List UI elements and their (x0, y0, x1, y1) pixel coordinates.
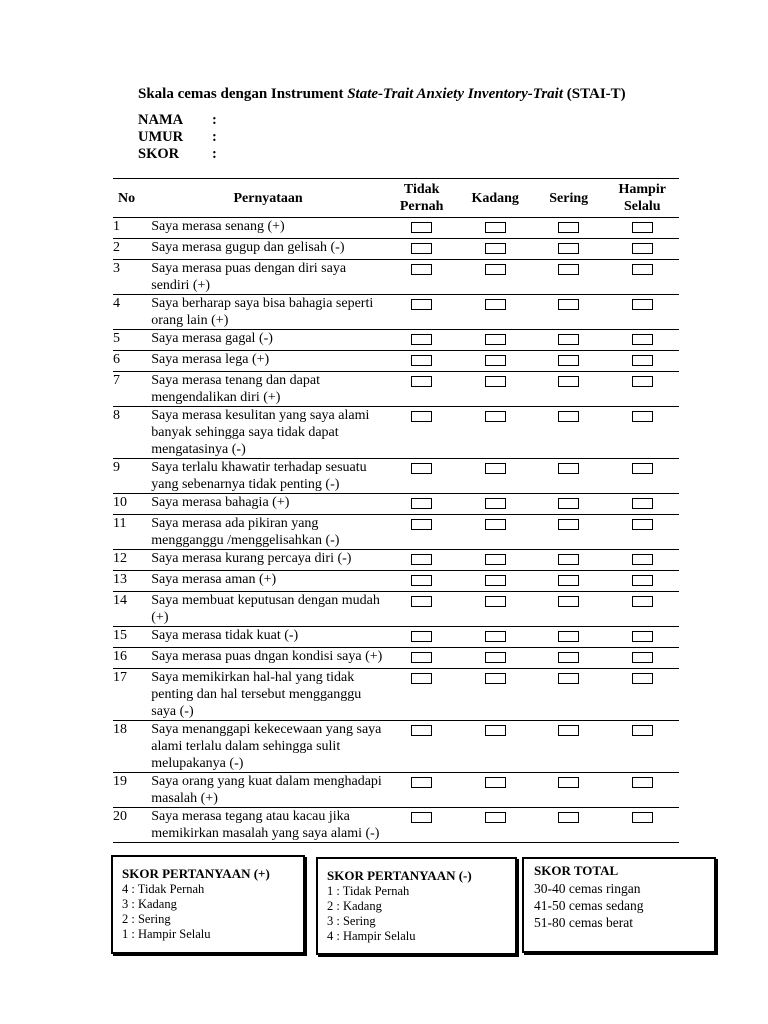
option-cell-never (385, 407, 459, 459)
checkbox-almost-always[interactable] (632, 631, 653, 642)
checkbox-never[interactable] (411, 652, 432, 663)
checkbox-often[interactable] (558, 498, 579, 509)
checkbox-never[interactable] (411, 355, 432, 366)
option-cell-almost-always (605, 592, 679, 627)
row-number: 3 (113, 261, 120, 276)
info-row-age (138, 129, 217, 146)
row-number: 2 (113, 240, 120, 255)
row-number: 13 (113, 572, 127, 587)
legend-positive-heading: SKOR PERTANYAAN (+) (122, 866, 270, 881)
questionnaire-table (113, 178, 679, 843)
checkbox-almost-always[interactable] (632, 355, 653, 366)
checkbox-almost-always[interactable] (632, 673, 653, 684)
option-cell-often (532, 494, 606, 515)
row-statement: Saya merasa lega (+) (151, 352, 270, 367)
checkbox-almost-always[interactable] (632, 376, 653, 387)
option-cell-sometimes (458, 592, 532, 627)
option-cell-never (385, 627, 459, 648)
option-cell-often (532, 260, 606, 295)
checkbox-sometimes[interactable] (485, 334, 506, 345)
checkbox-never[interactable] (411, 463, 432, 474)
option-cell-almost-always (605, 627, 679, 648)
table-row (113, 571, 679, 592)
checkbox-never[interactable] (411, 777, 432, 788)
legend-positive-item: 4 : Tidak Pernah (122, 882, 205, 896)
row-statement: Saya memikirkan hal-hal yang tidak penting dan hal tersebut mengganggu saya (-) (151, 670, 362, 719)
header-statement: Pernyataan (151, 179, 385, 218)
checkbox-sometimes[interactable] (485, 777, 506, 788)
option-cell-often (532, 808, 606, 843)
checkbox-often[interactable] (558, 411, 579, 422)
legend-total-heading: SKOR TOTAL (534, 863, 619, 878)
checkbox-almost-always[interactable] (632, 596, 653, 607)
option-cell-almost-always (605, 550, 679, 571)
checkbox-almost-always[interactable] (632, 652, 653, 663)
checkbox-often[interactable] (558, 812, 579, 823)
checkbox-often[interactable] (558, 631, 579, 642)
row-statement: Saya merasa tenang dan dapat mengendalikan diri (+) (151, 373, 320, 405)
checkbox-often[interactable] (558, 334, 579, 345)
row-statement: Saya berharap saya bisa bahagia seperti orang lain (+) (151, 296, 374, 328)
checkbox-often[interactable] (558, 376, 579, 387)
option-cell-never (385, 648, 459, 669)
option-cell-often (532, 571, 606, 592)
checkbox-never[interactable] (411, 725, 432, 736)
option-cell-sometimes (458, 330, 532, 351)
option-cell-never (385, 592, 459, 627)
option-cell-often (532, 550, 606, 571)
table-row (113, 550, 679, 571)
option-cell-almost-always (605, 515, 679, 550)
option-cell-almost-always (605, 459, 679, 494)
table-row (113, 239, 679, 260)
row-statement: Saya merasa aman (+) (151, 572, 277, 587)
option-cell-never (385, 295, 459, 330)
option-cell-never (385, 669, 459, 721)
row-number: 9 (113, 460, 120, 475)
option-cell-almost-always (605, 295, 679, 330)
legend-negative-heading: SKOR PERTANYAAN (-) (327, 868, 472, 883)
table-row (113, 295, 679, 330)
option-cell-never (385, 330, 459, 351)
option-cell-sometimes (458, 239, 532, 260)
checkbox-almost-always[interactable] (632, 575, 653, 586)
legend-positive-item: 1 : Hampir Selalu (122, 927, 211, 941)
option-cell-almost-always (605, 260, 679, 295)
option-cell-sometimes (458, 515, 532, 550)
legend-total (522, 857, 716, 953)
option-cell-almost-always (605, 669, 679, 721)
option-cell-often (532, 721, 606, 773)
row-number: 4 (113, 296, 120, 311)
checkbox-almost-always[interactable] (632, 498, 653, 509)
option-cell-often (532, 351, 606, 372)
checkbox-sometimes[interactable] (485, 631, 506, 642)
score-label: SKOR (138, 146, 180, 162)
row-statement: Saya merasa tegang atau kacau jika memikirkan masalah yang saya alami (-) (151, 809, 380, 841)
table-row (113, 372, 679, 407)
info-row-score (138, 146, 217, 163)
header-sometimes: Kadang (458, 179, 532, 218)
checkbox-never[interactable] (411, 264, 432, 275)
option-cell-almost-always (605, 721, 679, 773)
option-cell-never (385, 773, 459, 808)
header-no: No (113, 179, 151, 218)
legend-total-item: 30-40 cemas ringan (534, 881, 641, 896)
checkbox-never[interactable] (411, 376, 432, 387)
checkbox-sometimes[interactable] (485, 725, 506, 736)
row-statement: Saya menanggapi kekecewaan yang saya alami terlalu dalam sehingga sulit melupakanya (-) (151, 722, 382, 771)
option-cell-often (532, 295, 606, 330)
option-cell-often (532, 669, 606, 721)
option-cell-never (385, 239, 459, 260)
checkbox-almost-always[interactable] (632, 463, 653, 474)
row-statement: Saya merasa kurang percaya diri (-) (151, 551, 352, 566)
option-cell-often (532, 330, 606, 351)
option-cell-almost-always (605, 494, 679, 515)
legend-negative-item: 2 : Kadang (327, 899, 382, 913)
checkbox-sometimes[interactable] (485, 264, 506, 275)
checkbox-often[interactable] (558, 299, 579, 310)
option-cell-sometimes (458, 295, 532, 330)
option-cell-sometimes (458, 351, 532, 372)
row-number: 6 (113, 352, 120, 367)
option-cell-sometimes (458, 721, 532, 773)
legend-positive-item: 2 : Sering (122, 912, 171, 926)
checkbox-never[interactable] (411, 411, 432, 422)
respondent-info (138, 112, 217, 163)
table-row (113, 669, 679, 721)
row-statement: Saya merasa tidak kuat (-) (151, 628, 299, 643)
option-cell-sometimes (458, 407, 532, 459)
legend-total-item: 41-50 cemas sedang (534, 898, 644, 913)
option-cell-never (385, 808, 459, 843)
checkbox-sometimes[interactable] (485, 299, 506, 310)
option-cell-almost-always (605, 571, 679, 592)
option-cell-sometimes (458, 669, 532, 721)
table-row (113, 330, 679, 351)
title-prefix: Skala cemas dengan Instrument (138, 86, 348, 102)
option-cell-sometimes (458, 808, 532, 843)
checkbox-almost-always[interactable] (632, 411, 653, 422)
checkbox-sometimes[interactable] (485, 812, 506, 823)
checkbox-sometimes[interactable] (485, 222, 506, 233)
checkbox-often[interactable] (558, 652, 579, 663)
checkbox-never[interactable] (411, 575, 432, 586)
option-cell-sometimes (458, 773, 532, 808)
option-cell-almost-always (605, 239, 679, 260)
checkbox-sometimes[interactable] (485, 498, 506, 509)
row-statement: Saya merasa puas dngan kondisi saya (+) (151, 649, 383, 664)
checkbox-sometimes[interactable] (485, 519, 506, 530)
legend-positive-item: 3 : Kadang (122, 897, 177, 911)
table-row (113, 592, 679, 627)
row-number: 7 (113, 373, 120, 388)
table-row (113, 459, 679, 494)
option-cell-almost-always (605, 808, 679, 843)
option-cell-sometimes (458, 627, 532, 648)
checkbox-often[interactable] (558, 777, 579, 788)
checkbox-often[interactable] (558, 519, 579, 530)
checkbox-almost-always[interactable] (632, 264, 653, 275)
option-cell-almost-always (605, 407, 679, 459)
score-field[interactable]: : (212, 146, 217, 162)
row-number: 8 (113, 408, 120, 423)
age-field[interactable]: : (212, 129, 217, 145)
option-cell-often (532, 515, 606, 550)
option-cell-never (385, 351, 459, 372)
option-cell-never (385, 550, 459, 571)
legend-total-item: 51-80 cemas berat (534, 915, 633, 930)
checkbox-often[interactable] (558, 243, 579, 254)
checkbox-never[interactable] (411, 812, 432, 823)
table-row (113, 808, 679, 843)
row-number: 1 (113, 219, 120, 234)
checkbox-never[interactable] (411, 519, 432, 530)
row-statement: Saya merasa puas dengan diri saya sendiri (+) (151, 261, 347, 293)
checkbox-often[interactable] (558, 596, 579, 607)
row-number: 19 (113, 774, 127, 789)
option-cell-often (532, 372, 606, 407)
table-row (113, 773, 679, 808)
option-cell-often (532, 218, 606, 239)
table-row (113, 494, 679, 515)
table-row (113, 351, 679, 372)
legend-negative-item: 4 : Hampir Selalu (327, 929, 416, 943)
table-row (113, 648, 679, 669)
legend-negative (316, 857, 517, 955)
row-statement: Saya membuat keputusan dengan mudah (+) (151, 593, 380, 625)
option-cell-often (532, 239, 606, 260)
checkbox-almost-always[interactable] (632, 777, 653, 788)
checkbox-never[interactable] (411, 243, 432, 254)
header-never: Tidak Pernah (385, 179, 459, 218)
age-label: UMUR (138, 129, 184, 145)
checkbox-sometimes[interactable] (485, 673, 506, 684)
option-cell-never (385, 571, 459, 592)
row-number: 10 (113, 495, 127, 510)
header-almost-always: Hampir Selalu (605, 179, 679, 218)
option-cell-often (532, 459, 606, 494)
table-row (113, 515, 679, 550)
option-cell-never (385, 721, 459, 773)
checkbox-never[interactable] (411, 631, 432, 642)
row-statement: Saya merasa bahagia (+) (151, 495, 290, 510)
checkbox-sometimes[interactable] (485, 411, 506, 422)
checkbox-never[interactable] (411, 334, 432, 345)
form-title (138, 86, 626, 103)
row-number: 12 (113, 551, 127, 566)
row-number: 5 (113, 331, 120, 346)
row-number: 18 (113, 722, 127, 737)
checkbox-almost-always[interactable] (632, 519, 653, 530)
option-cell-almost-always (605, 648, 679, 669)
checkbox-almost-always[interactable] (632, 243, 653, 254)
table-row (113, 260, 679, 295)
option-cell-never (385, 372, 459, 407)
option-cell-almost-always (605, 218, 679, 239)
name-label: NAMA (138, 112, 184, 128)
checkbox-never[interactable] (411, 673, 432, 684)
name-field[interactable]: : (212, 112, 217, 128)
checkbox-almost-always[interactable] (632, 222, 653, 233)
row-statement: Saya merasa gugup dan gelisah (-) (151, 240, 345, 255)
checkbox-almost-always[interactable] (632, 334, 653, 345)
option-cell-never (385, 494, 459, 515)
checkbox-sometimes[interactable] (485, 243, 506, 254)
legend-negative-item: 3 : Sering (327, 914, 376, 928)
option-cell-sometimes (458, 459, 532, 494)
option-cell-almost-always (605, 351, 679, 372)
option-cell-almost-always (605, 330, 679, 351)
checkbox-almost-always[interactable] (632, 812, 653, 823)
option-cell-never (385, 515, 459, 550)
checkbox-often[interactable] (558, 575, 579, 586)
checkbox-often[interactable] (558, 264, 579, 275)
table-row (113, 407, 679, 459)
checkbox-almost-always[interactable] (632, 725, 653, 736)
option-cell-sometimes (458, 648, 532, 669)
header-often: Sering (532, 179, 606, 218)
row-statement: Saya terlalu khawatir terhadap sesuatu yang sebenarnya tidak penting (-) (151, 460, 367, 492)
checkbox-often[interactable] (558, 355, 579, 366)
checkbox-often[interactable] (558, 554, 579, 565)
table-header-row (113, 179, 679, 218)
row-statement: Saya merasa kesulitan yang saya alami banyak sehingga saya tidak dapat mengatasinya (-) (151, 408, 370, 457)
checkbox-almost-always[interactable] (632, 299, 653, 310)
title-italic: State-Trait Anxiety Inventory-Trait (347, 86, 564, 102)
option-cell-often (532, 773, 606, 808)
table-row (113, 627, 679, 648)
checkbox-sometimes[interactable] (485, 575, 506, 586)
table-row (113, 721, 679, 773)
option-cell-sometimes (458, 494, 532, 515)
checkbox-never[interactable] (411, 596, 432, 607)
checkbox-sometimes[interactable] (485, 596, 506, 607)
row-statement: Saya orang yang kuat dalam menghadapi masalah (+) (151, 774, 382, 806)
option-cell-often (532, 592, 606, 627)
checkbox-sometimes[interactable] (485, 463, 506, 474)
row-number: 20 (113, 809, 127, 824)
row-statement: Saya merasa gagal (-) (151, 331, 273, 346)
option-cell-sometimes (458, 218, 532, 239)
checkbox-sometimes[interactable] (485, 355, 506, 366)
table-row (113, 218, 679, 239)
checkbox-often[interactable] (558, 222, 579, 233)
title-suffix: (STAI-T) (563, 86, 626, 102)
checkbox-often[interactable] (558, 673, 579, 684)
option-cell-often (532, 648, 606, 669)
info-row-name (138, 112, 217, 129)
checkbox-sometimes[interactable] (485, 554, 506, 565)
checkbox-almost-always[interactable] (632, 554, 653, 565)
checkbox-never[interactable] (411, 498, 432, 509)
option-cell-sometimes (458, 372, 532, 407)
row-statement: Saya merasa ada pikiran yang mengganggu /menggelisahkan (-) (151, 516, 340, 548)
option-cell-sometimes (458, 550, 532, 571)
option-cell-sometimes (458, 260, 532, 295)
checkbox-sometimes[interactable] (485, 376, 506, 387)
option-cell-never (385, 218, 459, 239)
checkbox-never[interactable] (411, 222, 432, 233)
row-number: 15 (113, 628, 127, 643)
legend-positive (111, 855, 305, 954)
option-cell-never (385, 260, 459, 295)
legend-negative-item: 1 : Tidak Pernah (327, 884, 410, 898)
row-number: 14 (113, 593, 127, 608)
option-cell-sometimes (458, 571, 532, 592)
row-number: 11 (113, 516, 127, 531)
option-cell-almost-always (605, 773, 679, 808)
checkbox-never[interactable] (411, 299, 432, 310)
checkbox-sometimes[interactable] (485, 652, 506, 663)
option-cell-never (385, 459, 459, 494)
option-cell-almost-always (605, 372, 679, 407)
row-statement: Saya merasa senang (+) (151, 219, 285, 234)
option-cell-often (532, 627, 606, 648)
row-number: 16 (113, 649, 127, 664)
option-cell-often (532, 407, 606, 459)
checkbox-never[interactable] (411, 554, 432, 565)
checkbox-often[interactable] (558, 725, 579, 736)
checkbox-often[interactable] (558, 463, 579, 474)
row-number: 17 (113, 670, 127, 685)
